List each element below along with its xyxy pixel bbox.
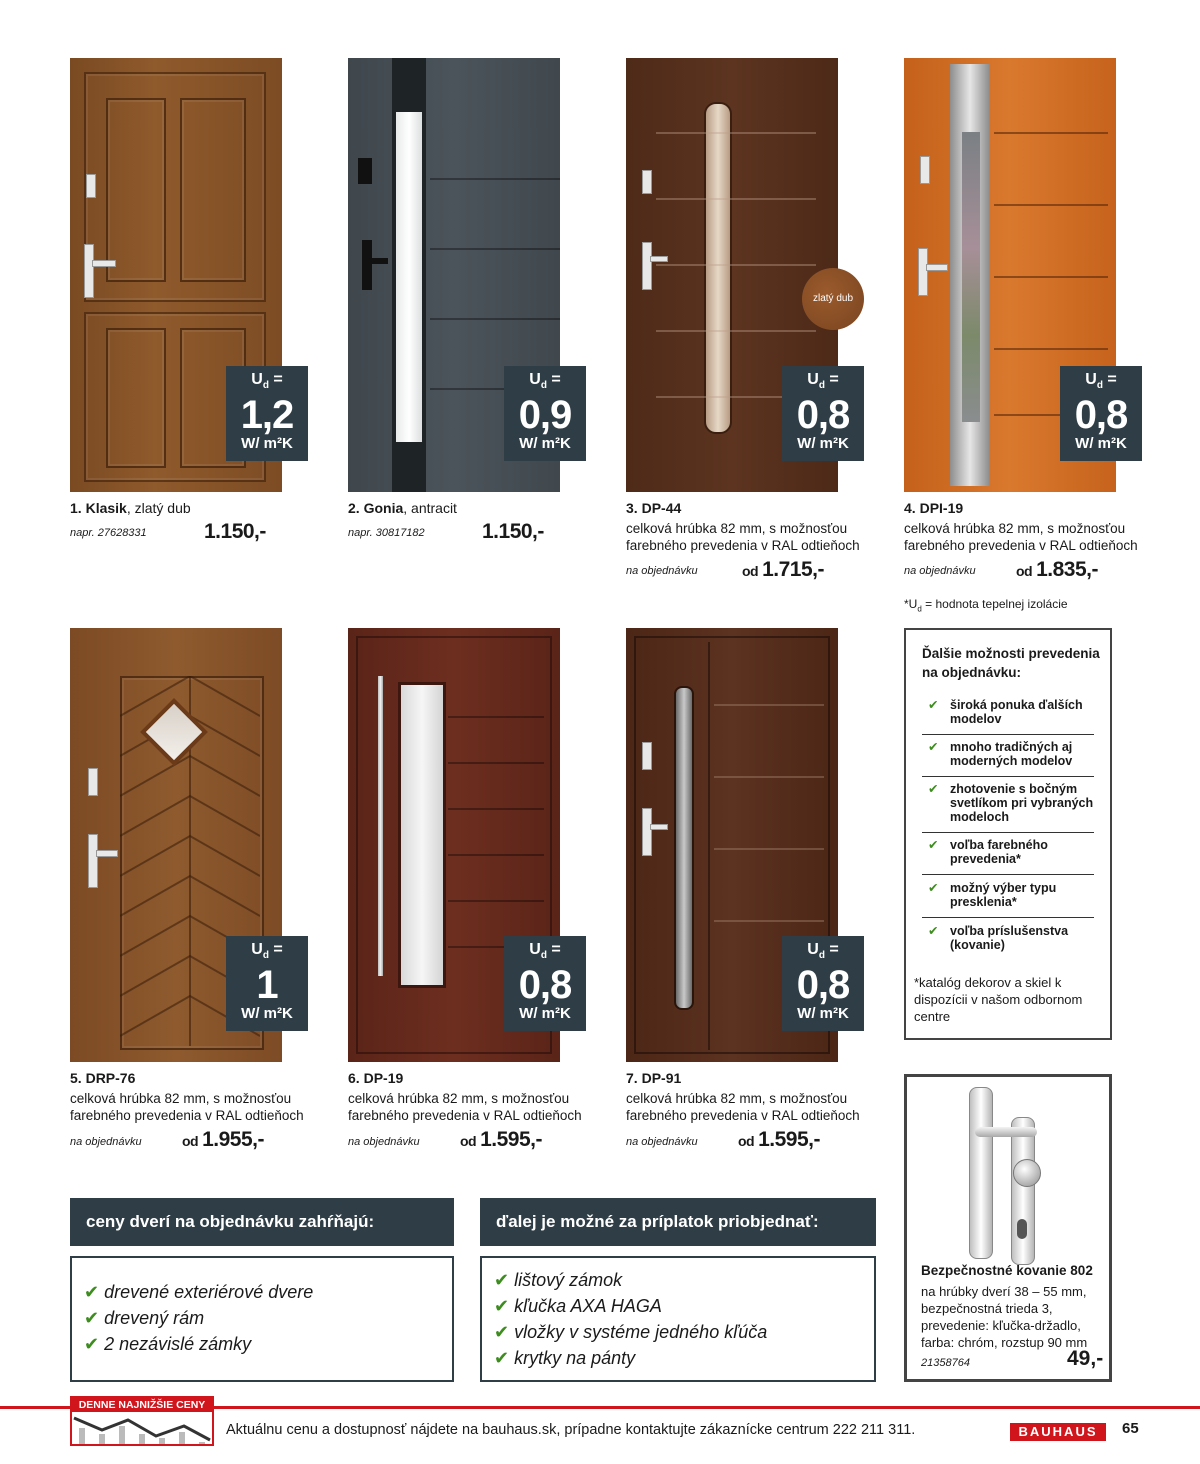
checkmark-icon: ✔ [494, 1296, 510, 1316]
u-value: 0,8 [518, 963, 572, 1008]
product-description: celková hrúbka 82 mm, s možnosťou farebného prevedenia v RAL odtieňoch [70, 1091, 304, 1123]
u-value-badge: $U_d$ = 1,2 W/ m²K [226, 366, 308, 461]
checkmark-icon: ✔ [928, 924, 939, 938]
price: od 1.595,- [460, 1128, 542, 1151]
option-item: ✔ možný výber typu presklenia* [928, 881, 1057, 909]
price: 1.150,- [482, 520, 544, 543]
price-chart-icon [72, 1412, 212, 1444]
availability-note: na objednávku [348, 1136, 420, 1148]
product-description: celková hrúbka 82 mm, s možnosťou farebného prevedenia v RAL odtieňoch [904, 521, 1138, 553]
product-title: 1. Klasik, zlatý dub [70, 500, 191, 516]
price: od 1.595,- [738, 1128, 820, 1151]
u-value: 1,2 [240, 393, 294, 438]
hardware-description: na hrúbky dverí 38 – 55 mm, bezpečnostná trieda 3, prevedenie: kľučka-držadlo, farba: chróm, rozstup 90 mm [921, 1284, 1088, 1350]
u-value: 0,8 [796, 393, 850, 438]
product-title: 2. Gonia, antracit [348, 500, 457, 516]
u-value: 0,8 [1074, 393, 1128, 438]
included-list [70, 1256, 454, 1382]
checkmark-icon: ✔ [928, 740, 939, 754]
u-value-badge: $U_d$ = 0,8 W/ m²K [1060, 366, 1142, 461]
list-item: ✔ lištový zámok [494, 1270, 623, 1290]
u-value: 0,9 [518, 393, 572, 438]
lowest-price-badge: DENNE NAJNIŽŠIE CENY [70, 1396, 214, 1446]
product-title: 5. DRP-76 [70, 1070, 136, 1086]
product-title: 4. DPI-19 [904, 500, 964, 516]
checkmark-icon: ✔ [928, 881, 939, 895]
list-item: ✔ drevený rám [84, 1308, 205, 1328]
u-value: 0,8 [796, 963, 850, 1008]
bauhaus-logo: BAUHAUS [1010, 1423, 1106, 1441]
option-item: ✔ široká ponuka ďalších modelov [928, 698, 1083, 726]
option-item: ✔ voľba príslušenstva (kovanie) [928, 924, 1069, 952]
checkmark-icon: ✔ [84, 1308, 100, 1328]
availability-note: na objednávku [70, 1136, 142, 1148]
checkmark-icon: ✔ [494, 1322, 510, 1342]
u-value-badge: $U_d$ = 0,8 W/ m²K [782, 936, 864, 1031]
u-value-badge: $U_d$ = 0,8 W/ m²K [782, 366, 864, 461]
u-value: 1 [256, 963, 278, 1008]
hardware-code: 21358764 [921, 1357, 970, 1369]
option-item: ✔ mnoho tradičných aj moderných modelov [928, 740, 1073, 768]
price: 1.150,- [204, 520, 266, 543]
price: od 1.835,- [1016, 558, 1098, 581]
availability-note: na objednávku [626, 1136, 698, 1148]
page-number: 65 [1122, 1420, 1139, 1437]
product-description: celková hrúbka 82 mm, s možnosťou farebného prevedenia v RAL odtieňoch [626, 521, 860, 553]
option-item: ✔ zhotovenie s bočným svetlíkom pri vybraných modeloch [928, 782, 1094, 824]
list-item: ✔ drevené exteriérové dvere [84, 1282, 314, 1302]
product-title: 6. DP-19 [348, 1070, 404, 1086]
extras-banner: ďalej je možné za príplatok priobjednať: [480, 1198, 876, 1246]
checkmark-icon: ✔ [928, 782, 939, 796]
hardware-price: 49,- [1067, 1347, 1104, 1370]
options-footnote: *katalóg dekorov a skiel k dispozícii v našom odbornom centre [914, 975, 1083, 1024]
ud-footnote: $*U_d$ = hodnota tepelnej izolácie [904, 597, 1068, 614]
u-value-badge: $U_d$ = 0,9 W/ m²K [504, 366, 586, 461]
list-item: ✔ krytky na pánty [494, 1348, 636, 1368]
checkmark-icon: ✔ [84, 1334, 100, 1354]
list-item: ✔ vložky v systéme jedného kľúča [494, 1322, 768, 1342]
color-swatch-zlaty-dub: zlatý dub [802, 268, 864, 330]
option-item: ✔ voľba farebného prevedenia* [928, 838, 1048, 866]
options-title: Ďalšie možnosti prevedenia na objednávku: [922, 646, 1100, 680]
extras-list [480, 1256, 876, 1382]
availability-note: na objednávku [626, 565, 698, 577]
u-value-badge: $U_d$ = 0,8 W/ m²K [504, 936, 586, 1031]
u-value-badge: $U_d$ = 1 W/ m²K [226, 936, 308, 1031]
checkmark-icon: ✔ [494, 1348, 510, 1368]
footer-text: Aktuálnu cenu a dostupnosť nájdete na bauhaus.sk, prípadne kontaktujte zákaznícke centrum 222 211 311. [226, 1422, 916, 1438]
availability-note: na objednávku [904, 565, 976, 577]
checkmark-icon: ✔ [84, 1282, 100, 1302]
article-number: napr. 27628331 [70, 527, 147, 539]
product-description: celková hrúbka 82 mm, s možnosťou farebného prevedenia v RAL odtieňoch [348, 1091, 582, 1123]
product-description: celková hrúbka 82 mm, s možnosťou farebného prevedenia v RAL odtieňoch [626, 1091, 860, 1123]
price: od 1.955,- [182, 1128, 264, 1151]
article-number: napr. 30817182 [348, 527, 425, 539]
product-title: 3. DP-44 [626, 500, 682, 516]
options-box [904, 628, 1112, 1040]
checkmark-icon: ✔ [928, 838, 939, 852]
hardware-image [967, 1087, 1067, 1257]
hardware-box [904, 1074, 1112, 1382]
price: od 1.715,- [742, 558, 824, 581]
product-title: 7. DP-91 [626, 1070, 682, 1086]
list-item: ✔ 2 nezávislé zámky [84, 1334, 252, 1354]
checkmark-icon: ✔ [494, 1270, 510, 1290]
included-banner: ceny dverí na objednávku zahŕňajú: [70, 1198, 454, 1246]
hardware-name: Bezpečnostné kovanie 802 [921, 1263, 1093, 1278]
list-item: ✔ kľučka AXA HAGA [494, 1296, 662, 1316]
checkmark-icon: ✔ [928, 698, 939, 712]
